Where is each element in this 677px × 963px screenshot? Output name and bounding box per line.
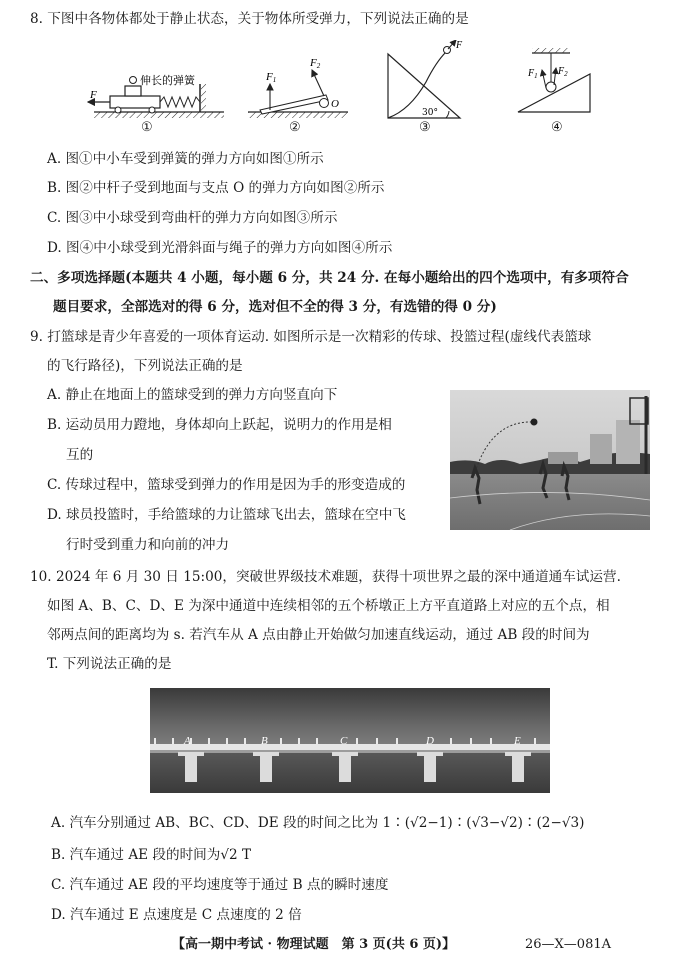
q9-option-a: A. 静止在地面上的篮球受到的弹力方向竖直向下 [47, 387, 338, 403]
svg-text:F2: $F_2$ [558, 66, 568, 78]
page-footer: 【高一期中考试 · 物理试题 第 3 页(共 6 页)】 [172, 937, 456, 952]
fig3-angle-label: 30° [422, 108, 438, 118]
q8-option-b: B. 图②中杆子受到地面与支点 O 的弹力方向如图②所示 [47, 180, 385, 196]
q8-stem: 8. 下图中各物体都处于静止状态，关于物体所受弹力，下列说法正确的是 [30, 11, 469, 27]
svg-text:F1: $F_1$ [528, 68, 538, 80]
q10-stem-4: T. 下列说法正确的是 [47, 656, 172, 672]
caption-3: ③ [419, 120, 431, 135]
q10-option-c: C. 汽车通过 AE 段的平均速度等于通过 B 点的瞬时速度 [51, 877, 389, 893]
q9-option-d-cont: 行时受到重力和向前的冲力 [66, 537, 230, 553]
point-e-label: E [514, 735, 521, 747]
q9-option-c: C. 传球过程中，篮球受到弹力的作用是因为手的形变造成的 [47, 477, 406, 493]
q9-option-d: D. 球员投篮时，手给篮球的力让篮球飞出去，篮球在空中飞 [47, 507, 406, 523]
svg-text:F1: F1 [266, 71, 277, 84]
q8-option-a: A. 图①中小车受到弹簧的弹力方向如图①所示 [47, 151, 324, 167]
q9-option-b: B. 运动员用力蹬地，身体却向上跃起，说明力的作用是相 [47, 417, 392, 433]
figure-2-rod [248, 57, 348, 118]
fig1-force-label: F [90, 89, 97, 101]
q9-option-b-cont: 互的 [66, 447, 94, 463]
q8-option-c: C. 图③中小球受到弯曲杆的弹力方向如图③所示 [47, 210, 338, 226]
q8-option-d: D. 图④中小球受到光滑斜面与绳子的弹力方向如图④所示 [47, 240, 393, 256]
fig2-pivot-label: O [331, 98, 339, 110]
point-c-label: C [340, 735, 348, 747]
point-b-label: B [261, 735, 268, 747]
figure-4-ball-rope [518, 48, 590, 112]
paper-code: 26—X—081A [525, 937, 611, 952]
caption-2: ② [289, 120, 301, 135]
q10-stem-3: 邻两点间的距离均为 s. 若汽车从 A 点由静止开始做匀加速直线运动，通过 AB 段的时间为 [47, 627, 590, 643]
q10-stem-2: 如图 A、B、C、D、E 为深中通道中连续相邻的五个桥墩正上方平直道路上对应的五个点，相 [47, 598, 610, 614]
svg-text:F2: F2 [310, 57, 321, 70]
point-d-label: D [426, 735, 434, 747]
q10-option-a: A. 汽车分别通过 AB、BC、CD、DE 段的时间之比为 1∶(√2−1)∶(√3−√2)∶(2−√3) [51, 815, 585, 831]
point-a-label: A [184, 735, 191, 747]
section-2-heading: 二、多项选择题(本题共 4 小题，每小题 6 分，共 24 分. 在每小题给出的四个选项中，有多项符合 [30, 270, 629, 286]
basketball-photo [450, 390, 650, 530]
q9-stem-cont: 的飞行路径)，下列说法正确的是 [47, 358, 243, 374]
figure-1-cart-spring [88, 73, 224, 118]
q8-figures [80, 40, 620, 142]
caption-4: ④ [551, 120, 563, 135]
caption-1: ① [141, 120, 153, 135]
q9-stem: 9. 打篮球是青少年喜爱的一项体育运动. 如图所示是一次精彩的传球、投篮过程(虚线代表篮球 [30, 329, 592, 345]
q10-stem: 10. 2024 年 6 月 30 日 15:00，突破世界级技术难题，获得十项世界之最的深中通道通车试运营. [30, 569, 621, 585]
figure-3-incline-rod [388, 40, 463, 118]
q10-option-b: B. 汽车通过 AE 段的时间为√2 T [51, 847, 252, 863]
section-2-heading-cont: 题目要求，全部选对的得 6 分，选对但不全的得 3 分，有选错的得 0 分) [53, 299, 497, 315]
q10-option-d: D. 汽车通过 E 点速度是 C 点速度的 2 倍 [51, 907, 302, 923]
svg-text:F: F [456, 40, 463, 51]
fig1-spring-label: 伸长的弹簧 [140, 74, 195, 87]
bridge-photo [150, 688, 550, 793]
